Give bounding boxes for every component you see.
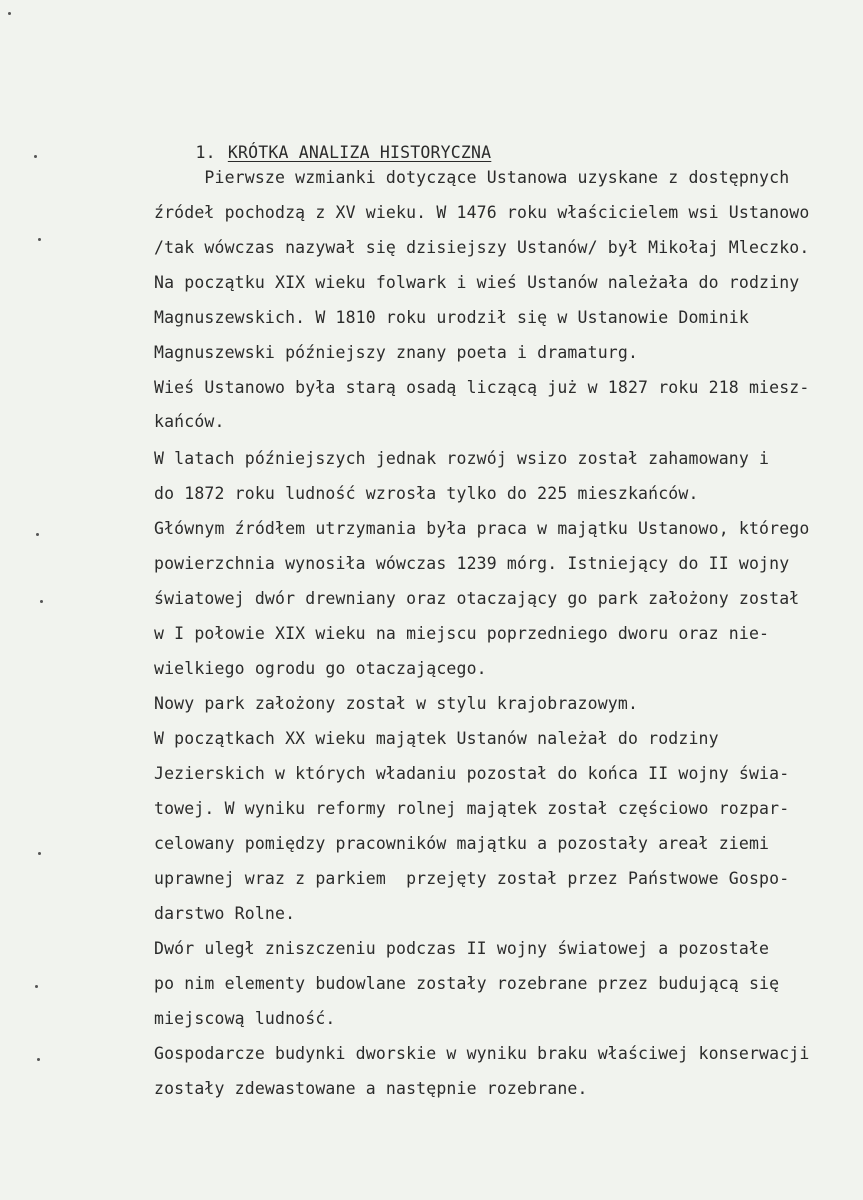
text-line: darstwo Rolne. <box>154 904 296 923</box>
text-line: Wieś Ustanowo była starą osadą liczącą już w 1827 roku 218 miesz- <box>154 378 810 397</box>
text-line: miejscową ludność. <box>154 1009 336 1028</box>
text-line: źródeł pochodzą z XV wieku. W 1476 roku właścicielem wsi Ustanowo <box>154 203 810 222</box>
text-line: Jezierskich w których władaniu pozostał do końca II wojny świa- <box>154 764 790 783</box>
text-line: Magnuszewski późniejszy znany poeta i dramaturg. <box>154 343 639 362</box>
text-line: W latach późniejszych jednak rozwój wsizo został zahamowany i <box>154 449 770 468</box>
section-title: KRÓTKA ANALIZA HISTORYCZNA <box>227 143 492 162</box>
text-line: powierzchnia wynosiła wówczas 1239 mórg. Istniejący do II wojny <box>154 554 790 573</box>
text-line: zostały zdewastowane a następnie rozebrane. <box>154 1079 588 1098</box>
scan-speck <box>8 12 11 15</box>
text-line: Głównym źródłem utrzymania była praca w majątku Ustanowo, którego <box>154 519 810 538</box>
text-line: Gospodarcze budynki dworskie w wyniku braku właściwej konserwacji <box>154 1044 810 1063</box>
text-line: wielkiego ogrodu go otaczającego. <box>154 659 487 678</box>
text-line: kańców. <box>154 412 225 431</box>
section-number: 1. <box>195 143 216 162</box>
text-line: Dwór uległ zniszczeniu podczas II wojny światowej a pozostałe <box>154 939 770 958</box>
text-line: w I połowie XIX wieku na miejscu poprzedniego dworu oraz nie- <box>154 624 770 643</box>
scan-speck <box>38 852 41 855</box>
text-line: Nowy park założony został w stylu krajobrazowym. <box>154 694 639 713</box>
scan-speck <box>38 238 41 241</box>
scan-speck <box>40 600 43 603</box>
scan-speck <box>36 533 39 536</box>
text-line: uprawnej wraz z parkiem przejęty został przez Państwowe Gospo- <box>154 869 790 888</box>
text-line: do 1872 roku ludność wzrosła tylko do 225 mieszkańców. <box>154 484 699 503</box>
text-line: Magnuszewskich. W 1810 roku urodził się w Ustanowie Dominik <box>154 308 749 327</box>
text-line: Na początku XIX wieku folwark i wieś Ustanów należała do rodziny <box>154 273 800 292</box>
text-line: /tak wówczas nazywał się dzisiejszy Ustanów/ był Mikołaj Mleczko. <box>154 238 810 257</box>
text-line: W początkach XX wieku majątek Ustanów należał do rodziny <box>154 729 719 748</box>
scan-speck <box>34 155 37 158</box>
text-line: Pierwsze wzmianki dotyczące Ustanowa uzyskane z dostępnych <box>154 168 790 187</box>
text-line: światowej dwór drewniany oraz otaczający go park założony został <box>154 589 800 608</box>
text-line: po nim elementy budowlane zostały rozebrane przez budującą się <box>154 974 780 993</box>
text-line: celowany pomiędzy pracowników majątku a pozostały areał ziemi <box>154 834 770 853</box>
scan-speck <box>35 985 38 988</box>
scan-speck <box>37 1058 40 1061</box>
text-line: towej. W wyniku reformy rolnej majątek został częściowo rozpar- <box>154 799 790 818</box>
